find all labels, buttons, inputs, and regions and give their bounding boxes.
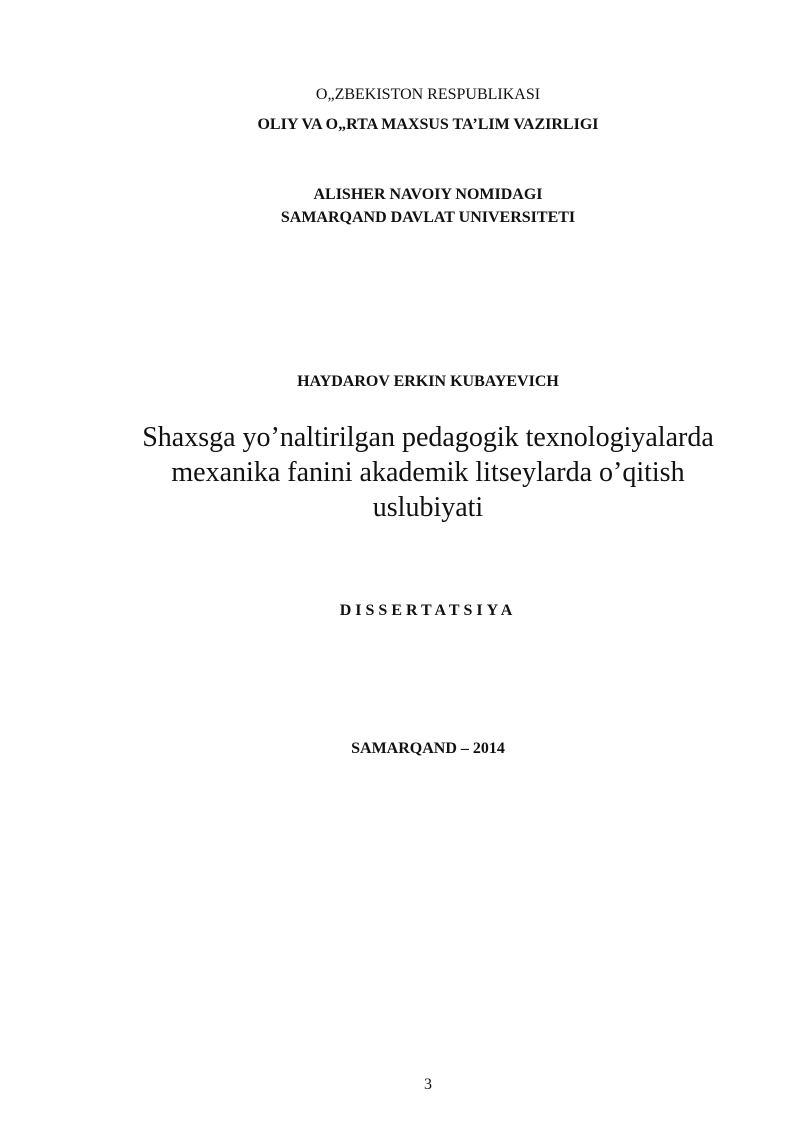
place-and-year: SAMARQAND – 2014: [351, 740, 505, 757]
ministry-heading: OLIY VA O„RTA MAXSUS TA’LIM VAZIRLIGI: [257, 116, 599, 133]
university-name-line-1: ALISHER NAVOIY NOMIDAGI: [313, 186, 543, 203]
dissertation-title: [100, 420, 756, 525]
university-name-line-2: SAMARQAND DAVLAT UNIVERSITETI: [280, 209, 576, 226]
title-line-2: mexanika fanini akademik litseylarda o’qitish: [171, 457, 685, 488]
document-type: DISSERTATSIYA: [339, 602, 517, 619]
title-line-1: Shaxsga yo’naltirilgan pedagogik texnologiyalarda: [142, 422, 714, 453]
republic-heading: O„ZBEKISTON RESPUBLIKASI: [315, 86, 541, 103]
author-name: HAYDAROV ERKIN KUBAYEVICH: [297, 373, 559, 390]
page-number: 3: [424, 1076, 432, 1093]
title-line-3: uslubiyati: [372, 492, 484, 523]
